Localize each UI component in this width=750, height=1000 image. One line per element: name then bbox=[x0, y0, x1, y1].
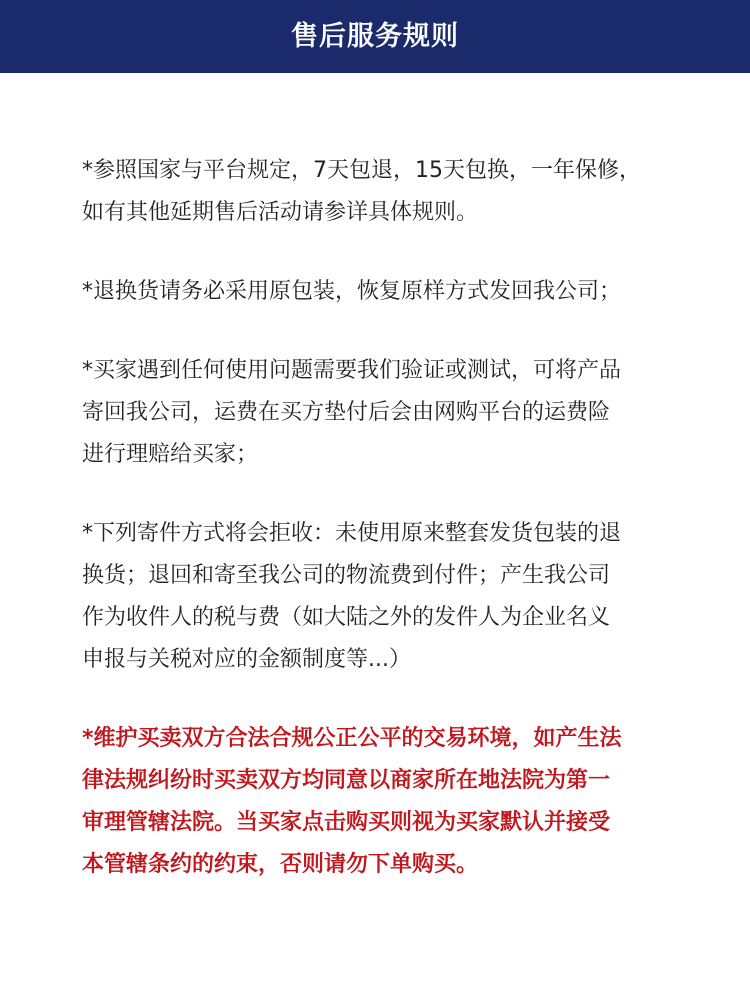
page-title: 售后服务规则 bbox=[291, 21, 459, 52]
rule-text-line: *参照国家与平台规定，7天包退，15天包换，一年保修， bbox=[82, 158, 641, 183]
rule-item-packaging bbox=[82, 271, 682, 313]
warning-text-line: 审理管辖法院。当买家点击购买则视为买家默认并接受 bbox=[82, 810, 611, 835]
rule-text-line: 如有其他延期售后活动请参详具体规则。 bbox=[82, 200, 479, 225]
warning-text-line: 本管辖条约的约束，否则请勿下单购买。 bbox=[82, 852, 479, 877]
header-bar bbox=[0, 0, 750, 73]
rule-item-rejected-shipments bbox=[82, 513, 682, 681]
rule-text-line: 申报与关税对应的金额制度等...） bbox=[82, 647, 411, 672]
jurisdiction-warning bbox=[82, 718, 682, 886]
rule-item-testing bbox=[82, 350, 682, 476]
rule-text-line: 换货；退回和寄至我公司的物流费到付件；产生我公司 bbox=[82, 563, 611, 588]
rule-text-line: *退换货请务必采用原包装，恢复原样方式发回我公司； bbox=[82, 279, 622, 304]
rule-text-line: 寄回我公司，运费在买方垫付后会由网购平台的运费险 bbox=[82, 400, 611, 425]
rules-content bbox=[82, 150, 682, 886]
warning-text-line: *维护买卖双方合法合规公正公平的交易环境，如产生法 bbox=[82, 726, 622, 751]
rule-text-line: 进行理赔给买家； bbox=[82, 442, 259, 467]
rule-text-line: *买家遇到任何使用问题需要我们验证或测试，可将产品 bbox=[82, 358, 622, 383]
rule-text-line: 作为收件人的税与费（如大陆之外的发件人为企业名义 bbox=[82, 605, 611, 630]
rule-item-return-policy bbox=[82, 150, 682, 234]
rule-text-line: *下列寄件方式将会拒收：未使用原来整套发货包装的退 bbox=[82, 521, 622, 546]
warning-text-line: 律法规纠纷时买卖双方均同意以商家所在地法院为第一 bbox=[82, 768, 611, 793]
